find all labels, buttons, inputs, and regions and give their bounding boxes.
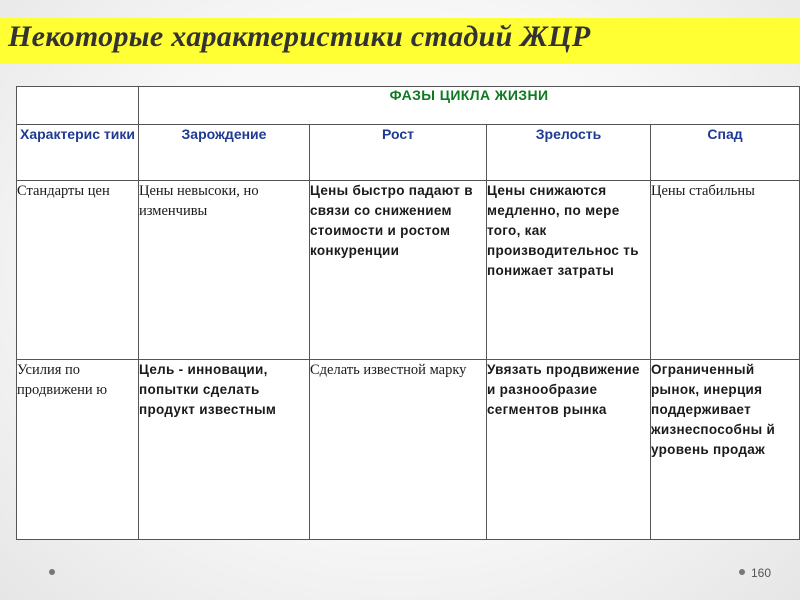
table-cell: Цены невысоки, но изменчивы — [139, 181, 310, 360]
row-label: Стандарты цен — [17, 181, 139, 360]
phase-header: Спад — [651, 125, 800, 181]
table-cell: Увязать продвижение и разнообразие сегментов рынка — [487, 360, 651, 540]
table-cell: Цель - инновации, попытки сделать продукт известным — [139, 360, 310, 540]
table-row — [17, 181, 800, 360]
empty-corner-cell — [17, 87, 139, 125]
phase-header: Зрелость — [487, 125, 651, 181]
column-header-row — [17, 125, 800, 181]
characteristic-header: Характерис тики — [17, 125, 139, 181]
row-label: Усилия по продвижени ю — [17, 360, 139, 540]
table-cell: Ограниченный рынок, инерция поддерживает жизнеспособны й уровень продаж — [651, 360, 800, 540]
slide-title: Некоторые характеристики стадий ЖЦР — [8, 20, 591, 53]
bullet-dot-left — [49, 569, 55, 575]
phases-label: ФАЗЫ ЦИКЛА ЖИЗНИ — [139, 87, 800, 125]
table-cell: Цены стабильны — [651, 181, 800, 360]
table-cell: Цены быстро падают в связи со снижением стоимости и ростом конкуренции — [310, 181, 487, 360]
phase-header: Зарождение — [139, 125, 310, 181]
table-row — [17, 360, 800, 540]
phases-header-row — [17, 87, 800, 125]
table-cell: Цены снижаются медленно, по мере того, как производительнос ть понижает затраты — [487, 181, 651, 360]
phase-header: Рост — [310, 125, 487, 181]
table-cell: Сделать известной марку — [310, 360, 487, 540]
bullet-dot-right — [739, 569, 745, 575]
stages-table — [16, 86, 800, 540]
page-number: 160 — [751, 566, 772, 580]
